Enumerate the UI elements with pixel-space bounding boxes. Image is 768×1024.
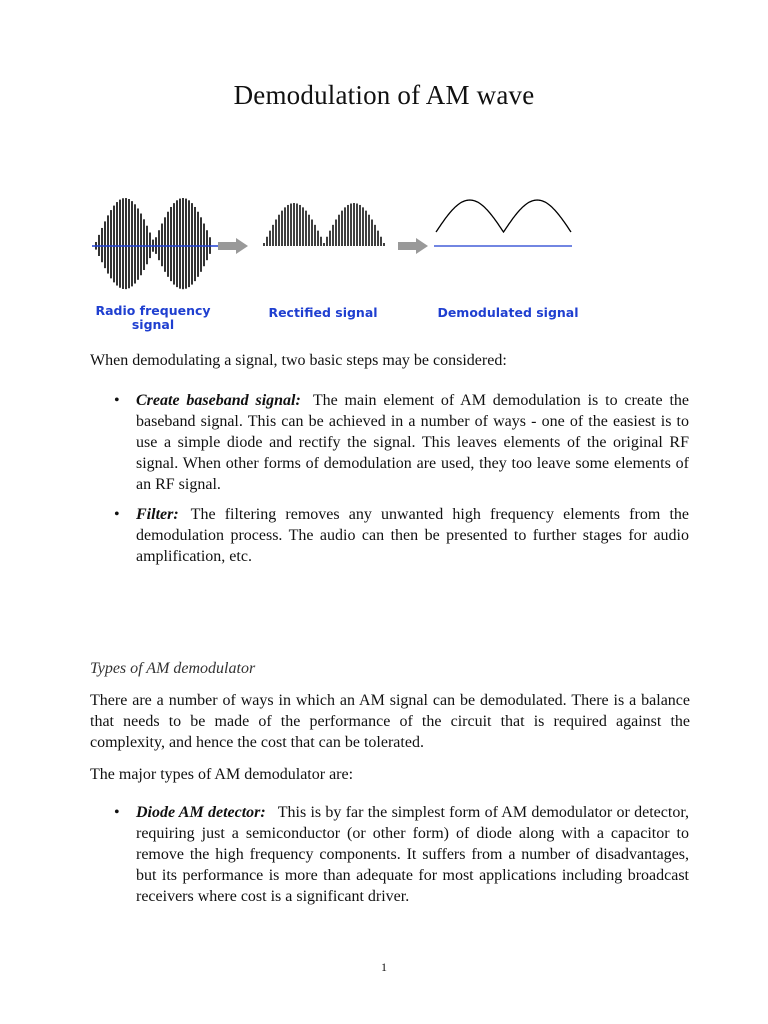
step-lead: Create baseband signal: — [136, 392, 301, 409]
section-paragraph: There are a number of ways in which an AM signal can be demodulated. There is a balance that needs to be made of the performance of the circuit that is required against the complexity, and hence the cost that can be tolerated. — [90, 692, 690, 751]
arrow-icon — [398, 238, 428, 254]
step-lead: Filter: — [136, 506, 179, 523]
demodulated-curve — [436, 200, 571, 232]
type-text: This is by far the simplest form of AM demodulator or detector, requiring just a semiconductor (or other form) of diode along with a capacitor to remove the high frequency components. It suffers from a number of disadvantages, but its performance is more than adequate for most applications including broadcast receivers where cost is a significant driver. — [136, 804, 690, 905]
bullet-icon: • — [114, 506, 120, 523]
step-filter — [136, 504, 689, 567]
bullet-icon: • — [114, 392, 120, 409]
step-text: The filtering removes any unwanted high frequency elements from the demodulation process. The audio can then be presented to further stages for audio amplification, etc. — [136, 506, 689, 565]
type-lead: Diode AM detector: — [136, 804, 266, 821]
types-intro: The major types of AM demodulator are: — [90, 766, 354, 783]
step-create-baseband — [136, 390, 689, 495]
caption-rectified: Rectified signal — [268, 305, 378, 320]
type-diode-detector — [136, 802, 689, 907]
section-heading: Types of AM demodulator — [90, 660, 256, 677]
step-text: The main element of AM demodulation is to create the baseband signal. This can be achieved in a number of ways - one of the easiest is to use a simple diode and rectify the signal. This leaves elements of the original RF signal. When other forms of demodulation are used, they too leave some elements of an RF signal. — [136, 392, 689, 493]
caption-demodulated: Demodulated signal — [437, 305, 579, 320]
am-demodulation-figure — [88, 188, 588, 338]
arrow-icon — [218, 238, 248, 254]
bullet-icon: • — [114, 804, 120, 821]
page-title: Demodulation of AM wave — [233, 80, 535, 110]
page-number: 1 — [381, 960, 387, 974]
caption-radio-frequency: Radio frequency signal — [95, 303, 211, 332]
intro-paragraph: When demodulating a signal, two basic steps may be considered: — [90, 352, 507, 369]
